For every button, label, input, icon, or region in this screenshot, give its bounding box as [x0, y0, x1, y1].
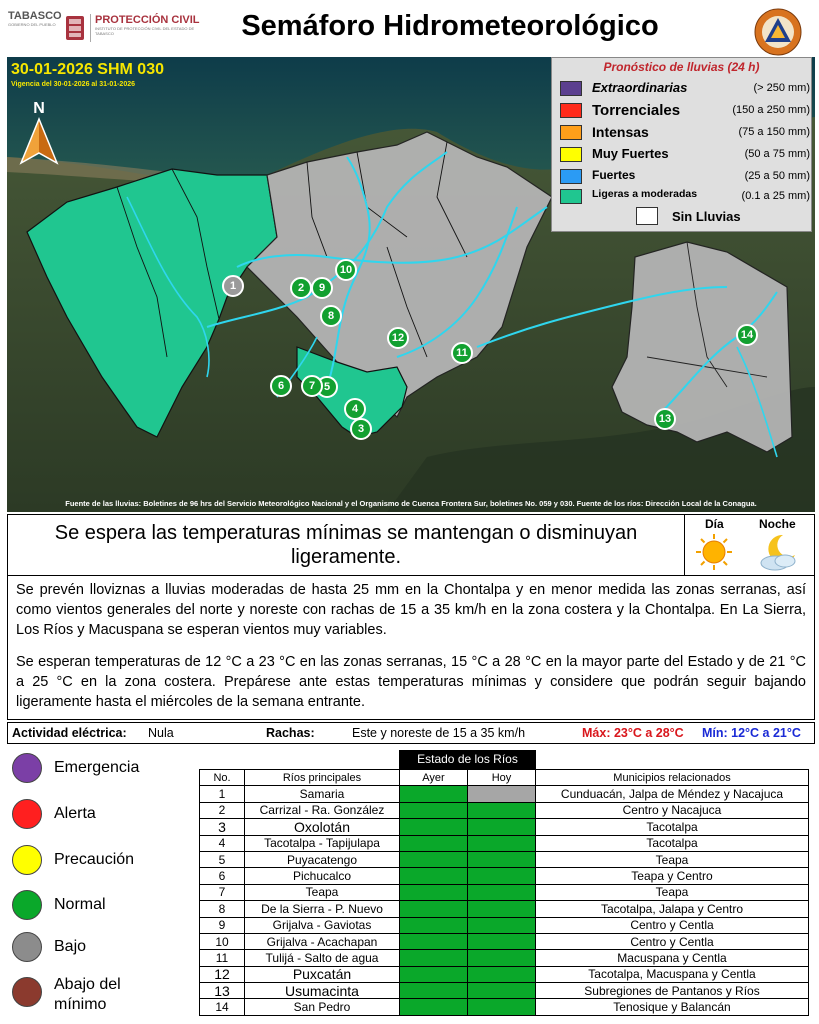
river-name: Tacotalpa - Tapijulapa	[245, 835, 400, 851]
river-municipalities: Tenosique y Balancán	[536, 999, 809, 1015]
rivers-table-title: Estado de los Ríos	[399, 750, 536, 769]
river-status-today	[468, 819, 536, 835]
station-marker-7[interactable]: 7	[301, 375, 323, 397]
legend-range: (> 250 mm)	[753, 82, 810, 94]
river-status-yesterday	[400, 868, 468, 884]
legend-item-torrenciales	[560, 100, 810, 120]
river-status-today	[468, 966, 536, 982]
river-municipalities: Tacotalpa	[536, 819, 809, 835]
legend-swatch	[560, 147, 582, 162]
station-marker-2[interactable]: 2	[290, 277, 312, 299]
legend-range: (50 a 75 mm)	[744, 148, 810, 160]
river-municipalities: Teapa	[536, 884, 809, 900]
river-number: 7	[200, 884, 245, 900]
river-status-today	[468, 835, 536, 851]
status-dot-icon	[12, 799, 42, 829]
legend-title: Pronóstico de lluvias (24 h)	[603, 60, 760, 74]
bulletin-validity: Vigencia del 30-01-2026 al 31-01-2026	[11, 81, 136, 88]
column-header-today: Hoy	[468, 770, 536, 786]
river-status-yesterday	[400, 835, 468, 851]
river-number: 4	[200, 835, 245, 851]
legend-range: (75 a 150 mm)	[738, 126, 810, 138]
station-marker-10[interactable]: 10	[335, 259, 357, 281]
forecast-text	[7, 576, 815, 720]
legend-label: Intensas	[592, 124, 649, 140]
river-municipalities: Centro y Centla	[536, 933, 809, 949]
river-status-yesterday	[400, 933, 468, 949]
page-title: Semáforo Hidrometeorológico	[241, 10, 659, 42]
river-name: Samaria	[245, 786, 400, 802]
river-name: San Pedro	[245, 999, 400, 1015]
river-legend-label: Emergencia	[54, 759, 140, 776]
river-number: 2	[200, 802, 245, 818]
tabasco-logo	[8, 10, 78, 42]
header	[0, 0, 819, 57]
status-dot-icon	[12, 753, 42, 783]
sun-icon	[695, 533, 733, 571]
legend-range: (25 a 50 mm)	[744, 170, 810, 182]
table-row	[200, 983, 809, 999]
column-header-yesterday: Ayer	[400, 770, 468, 786]
river-name: Tulijá - Salto de agua	[245, 950, 400, 966]
river-legend-label: Abajo del mínimo	[54, 976, 121, 1013]
tabasco-emblem-icon	[66, 16, 84, 40]
river-status-today	[468, 851, 536, 867]
river-number: 3	[200, 819, 245, 835]
river-municipalities: Centro y Nacajuca	[536, 802, 809, 818]
river-status-yesterday	[400, 851, 468, 867]
legend-label: Extraordinarias	[592, 80, 688, 95]
river-status-yesterday	[400, 786, 468, 802]
station-marker-14[interactable]: 14	[736, 324, 758, 346]
river-municipalities: Teapa	[536, 851, 809, 867]
legend-range: (150 a 250 mm)	[732, 104, 810, 116]
legend-item-extraordinarias	[560, 78, 810, 98]
map-source-note: Fuente de las lluvias: Boletines de 96 hrs del Servicio Meteorológico Nacional y el Organismo de Cuenca Frontera Sur, boletines No. 059 y 030. Fuente de los ríos: Dirección Local de la Conagua.	[65, 499, 757, 508]
civil-protection-seal-icon	[754, 8, 802, 56]
river-status-today	[468, 933, 536, 949]
legend-swatch	[560, 169, 582, 184]
station-marker-3[interactable]: 3	[350, 418, 372, 440]
electric-activity-label: Actividad eléctrica:	[12, 726, 127, 740]
river-name: Usumacinta	[245, 983, 400, 999]
table-row	[200, 999, 809, 1015]
temperature-headline: Se espera las temperaturas mínimas se mantengan o disminuyan ligeramente.	[54, 522, 638, 568]
gusts-label: Rachas:	[266, 726, 315, 740]
column-header-river: Ríos principales	[245, 770, 400, 786]
river-legend-label: Alerta	[54, 805, 96, 822]
river-status-yesterday	[400, 983, 468, 999]
table-row	[200, 819, 809, 835]
table-row	[200, 950, 809, 966]
river-name: Oxolotán	[245, 819, 400, 835]
river-municipalities: Subregiones de Pantanos y Ríos	[536, 983, 809, 999]
river-legend-label: Normal	[54, 896, 106, 913]
station-marker-5[interactable]: 5	[316, 376, 338, 398]
legend-item-ligeras	[560, 186, 810, 206]
rivers-table-body	[200, 786, 809, 1015]
river-number: 9	[200, 917, 245, 933]
river-name: Puxcatán	[245, 966, 400, 982]
day-label: Día	[705, 517, 724, 531]
river-number: 11	[200, 950, 245, 966]
river-municipalities: Cunduacán, Jalpa de Méndez y Nacajuca	[536, 786, 809, 802]
min-temperature: Mín: 12°C a 21°C	[702, 726, 801, 740]
river-name: Carrizal - Ra. González	[245, 802, 400, 818]
river-status-today	[468, 786, 536, 802]
legend-swatch	[636, 207, 658, 225]
river-status-yesterday	[400, 950, 468, 966]
bulletin-code: 30-01-2026 SHM 030	[11, 61, 164, 78]
station-marker-9[interactable]: 9	[311, 277, 333, 299]
station-marker-1[interactable]: 1	[222, 275, 244, 297]
legend-label: Fuertes	[592, 168, 636, 182]
table-row	[200, 966, 809, 982]
rivers-table	[199, 769, 809, 1016]
rainfall-map	[7, 57, 815, 512]
table-row	[200, 917, 809, 933]
legend-label: Ligeras a moderadas	[592, 188, 698, 200]
river-status-yesterday	[400, 802, 468, 818]
river-status-today	[468, 901, 536, 917]
river-number: 8	[200, 901, 245, 917]
tabasco-logo-text: TABASCO	[8, 10, 62, 22]
river-municipalities: Tacotalpa, Jalapa y Centro	[536, 901, 809, 917]
legend-label: Muy Fuertes	[592, 146, 669, 161]
river-status-yesterday	[400, 966, 468, 982]
river-number: 13	[200, 983, 245, 999]
legend-item-intensas	[560, 122, 810, 142]
river-number: 10	[200, 933, 245, 949]
proteccion-civil-logo-text: PROTECCIÓN CIVIL	[95, 14, 200, 26]
gusts-value: Este y noreste de 15 a 35 km/h	[352, 726, 526, 740]
table-row	[200, 786, 809, 802]
forecast-paragraph-2: Se esperan temperaturas de 12 °C a 23 °C en las zonas serranas, 15 °C a 28 °C en la mayor parte del Estado y de 21 °C a 25 °C en la zona costera. Prepárese ante estas temperaturas mínimas y considere que podrán seguir bajando ligeramente hasta el miércoles de la semana entrante.	[16, 654, 806, 710]
forecast-paragraph-1: Se prevén lloviznas a lluvias moderadas de hasta 25 mm en la Chontalpa y en menor medida las zonas serranas, así como vientos generales del norte y noreste con rachas de 15 a 35 km/h en la zona costera y la Chontalpa. En La Sierra, Los Ríos y Macuspana se esperan vientos muy variables.	[16, 582, 806, 638]
status-dot-icon	[12, 890, 42, 920]
table-row	[200, 901, 809, 917]
proteccion-civil-logo	[90, 14, 205, 42]
river-number: 5	[200, 851, 245, 867]
legend-swatch	[560, 81, 582, 96]
river-legend-label: Bajo	[54, 938, 87, 955]
max-temperature: Máx: 23°C a 28°C	[582, 726, 684, 740]
river-status-today	[468, 950, 536, 966]
river-name: De la Sierra - P. Nuevo	[245, 901, 400, 917]
river-status-yesterday	[400, 884, 468, 900]
river-number: 1	[200, 786, 245, 802]
legend-swatch	[560, 125, 582, 140]
legend-swatch	[560, 103, 582, 118]
legend-range: (0.1 a 25 mm)	[741, 190, 810, 202]
conditions-bar	[7, 722, 815, 744]
river-municipalities: Tacotalpa, Macuspana y Centla	[536, 966, 809, 982]
river-status-yesterday	[400, 917, 468, 933]
river-status-yesterday	[400, 819, 468, 835]
river-status-today	[468, 999, 536, 1015]
river-status-yesterday	[400, 999, 468, 1015]
table-row	[200, 802, 809, 818]
legend-label: Torrenciales	[592, 102, 681, 119]
station-marker-13[interactable]: 13	[654, 408, 676, 430]
river-municipalities: Teapa y Centro	[536, 868, 809, 884]
legend-swatch	[560, 189, 582, 204]
day-night-panel	[684, 515, 814, 575]
status-dot-icon	[12, 977, 42, 1007]
river-legend-label: Precaución	[54, 851, 135, 868]
river-name: Grijalva - Acachapan	[245, 933, 400, 949]
table-row	[200, 868, 809, 884]
station-marker-4[interactable]: 4	[344, 398, 366, 420]
river-municipalities: Macuspana y Centla	[536, 950, 809, 966]
status-dot-icon	[12, 932, 42, 962]
river-status-today	[468, 802, 536, 818]
river-municipalities: Centro y Centla	[536, 917, 809, 933]
river-number: 6	[200, 868, 245, 884]
column-header-municipalities: Municipios relacionados	[536, 770, 809, 786]
electric-activity-value: Nula	[148, 726, 174, 740]
svg-text:N: N	[33, 100, 45, 117]
river-status-yesterday	[400, 901, 468, 917]
river-name: Teapa	[245, 884, 400, 900]
status-dot-icon	[12, 845, 42, 875]
station-marker-8[interactable]: 8	[320, 305, 342, 327]
river-status-today	[468, 917, 536, 933]
proteccion-civil-logo-subtext: INSTITUTO DE PROTECCIÓN CIVIL DEL ESTADO DE TABASCO	[95, 26, 195, 36]
table-row	[200, 835, 809, 851]
station-marker-6[interactable]: 6	[270, 375, 292, 397]
rivers-table-header-row	[200, 770, 809, 786]
river-name: Pichucalco	[245, 868, 400, 884]
river-municipalities: Tacotalpa	[536, 835, 809, 851]
bulletin-info	[11, 61, 164, 88]
table-row	[200, 933, 809, 949]
station-marker-11[interactable]: 11	[451, 342, 473, 364]
river-status-today	[468, 983, 536, 999]
rain-forecast-legend	[551, 57, 812, 232]
table-row	[200, 851, 809, 867]
river-name: Puyacatengo	[245, 851, 400, 867]
legend-item-fuertes	[560, 166, 810, 186]
north-arrow-icon	[17, 97, 61, 169]
station-marker-12[interactable]: 12	[387, 327, 409, 349]
river-number: 14	[200, 999, 245, 1015]
river-status-today	[468, 884, 536, 900]
river-number: 12	[200, 966, 245, 982]
river-status-today	[468, 868, 536, 884]
night-label: Noche	[759, 517, 796, 531]
temperature-summary	[7, 514, 815, 576]
tabasco-logo-subtext: GOBIERNO DEL PUEBLO	[8, 22, 56, 27]
column-header-no: No.	[200, 770, 245, 786]
moon-cloud-icon	[755, 531, 801, 571]
legend-label: Sin Lluvias	[672, 209, 741, 224]
legend-item-muy-fuertes	[560, 144, 810, 164]
table-row	[200, 884, 809, 900]
river-name: Grijalva - Gaviotas	[245, 917, 400, 933]
